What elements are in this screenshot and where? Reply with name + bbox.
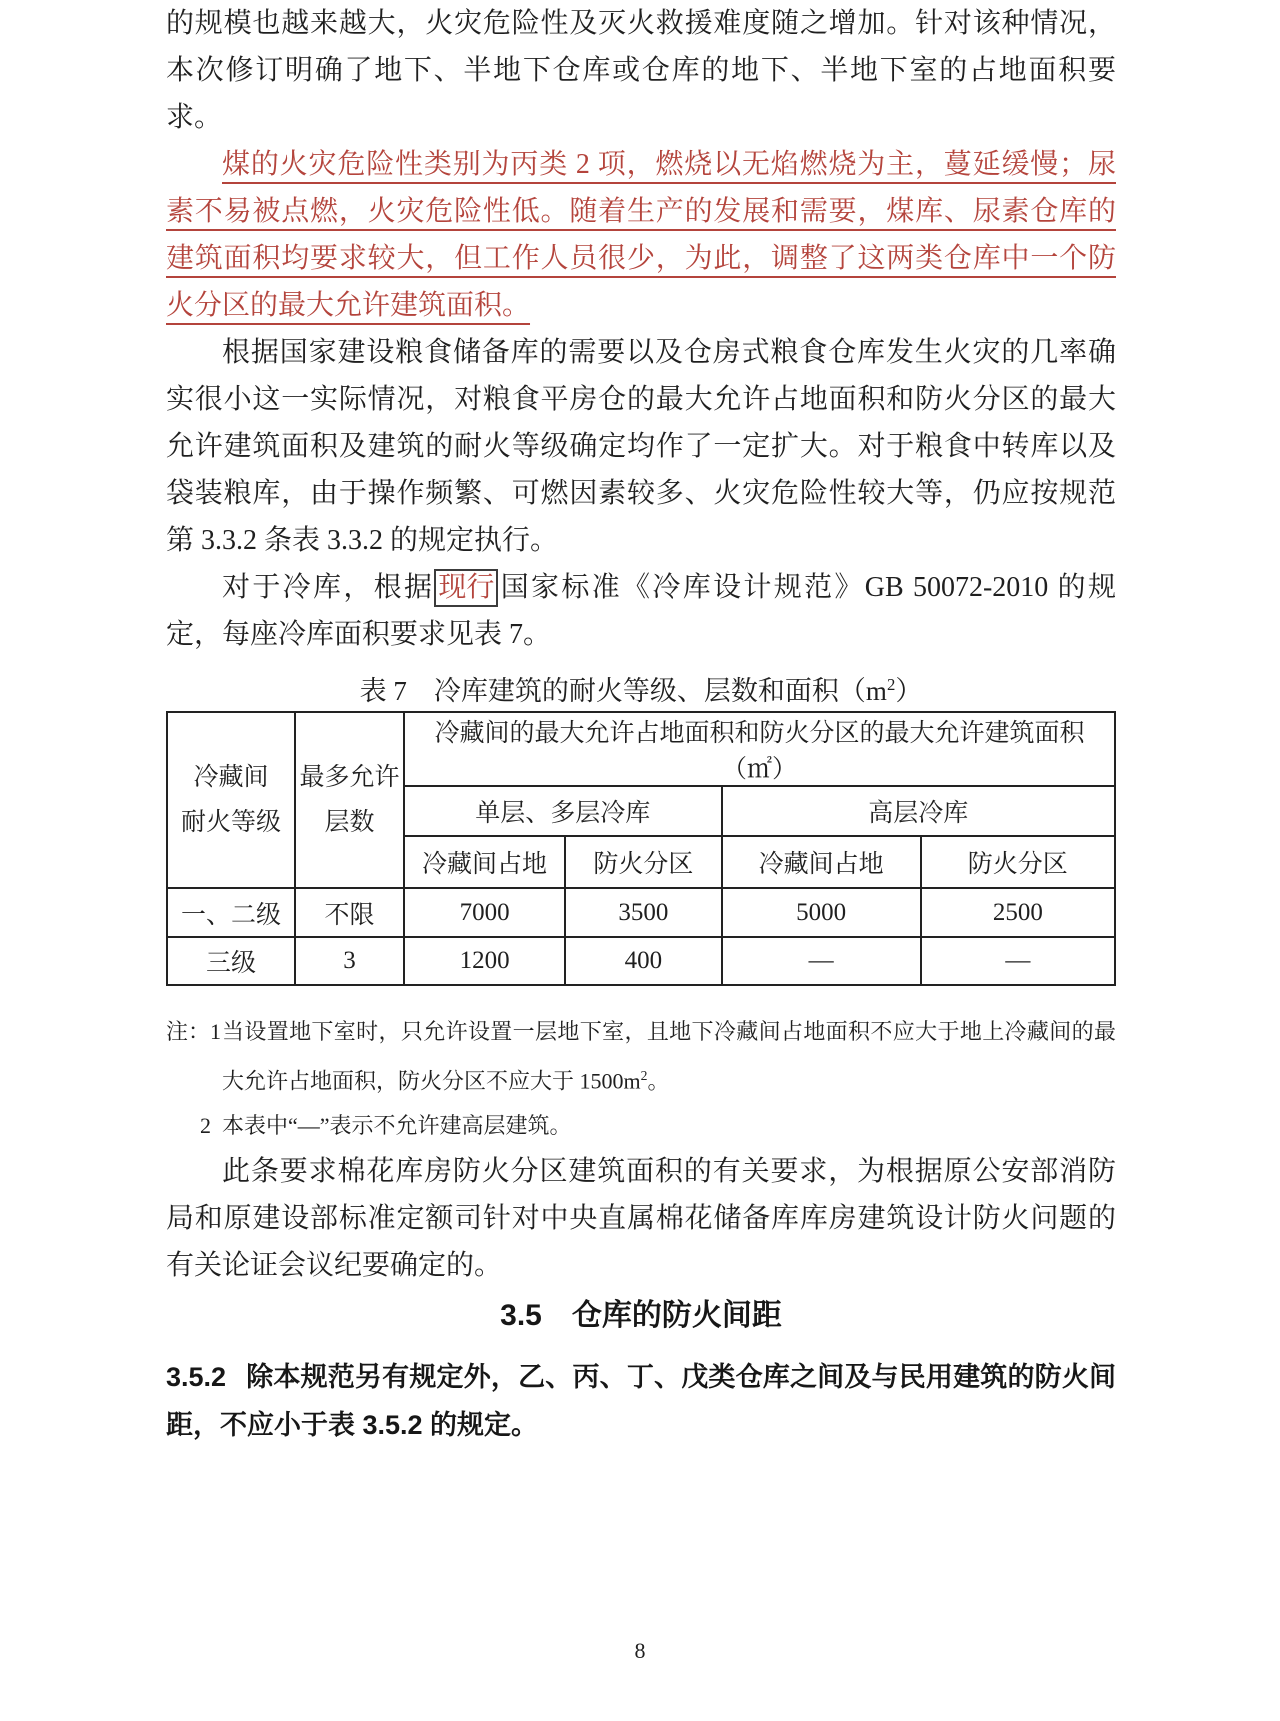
max-floors-line2: 层数: [324, 809, 375, 836]
header-cell-fire-compartment-2: 防火分区: [921, 836, 1115, 888]
notes-label: 注：: [166, 1019, 211, 1044]
paragraph-red-revision-note: 煤的火灾危险性类别为丙类 2 项，燃烧以无焰燃烧为主，蔓延缓慢；尿素不易被点燃，火灾危险性低。随着生产的发展和需要，煤库、尿素仓库的建筑面积均要求较大，但工作人员很少，为此，调整了这两类仓库中一个防火分区的最大允许建筑面积。: [166, 149, 1116, 321]
paragraph-grain-storage: 根据国家建设粮食储备库的需要以及仓房式粮食仓库发生火灾的几率确实很小这一实际情况，对粮食平房仓的最大允许占地面积和防火分区的最大允许建筑面积及建筑的耐火等级确定均作了一定扩大。对于粮食中转库以及袋装粮库，由于操作频繁、可燃因素较多、火灾危险性较大等，仍应按规范第 3.3.2 条表 3.3.2 的规定执行。: [166, 337, 1116, 556]
cold-storage-text-after: 国家标准《冷库设计规范》GB 50072-2010 的规定，每座冷库面积要求见表 7。: [166, 572, 1116, 650]
cell-value: —: [921, 937, 1115, 985]
cell-value: 2500: [921, 888, 1115, 937]
page-content: [166, 0, 1116, 1449]
cell-value: 1200: [404, 937, 565, 985]
note-1-text: 当设置地下室时，只允许设置一层地下室，且地下冷藏间占地面积不应大于地上冷藏间的最大允许占地面积，防火分区不应大于 1500m: [222, 1019, 1116, 1094]
table-7-title-text: 表 7 冷库建筑的耐火等级、层数和面积（m: [359, 676, 887, 706]
header-cell-span-area: 冷藏间的最大允许占地面积和防火分区的最大允许建筑面积（㎡）: [404, 712, 1115, 786]
header-cell-footprint-2: 冷藏间占地: [722, 836, 921, 888]
page-number: 8: [634, 1638, 646, 1663]
clause-3-5-2: [166, 1353, 1116, 1449]
table-7-title-close: ）: [895, 676, 923, 706]
table-note-2: [166, 1104, 1116, 1148]
header-cell-fire-compartment-1: 防火分区: [565, 836, 721, 888]
cell-grade: 三级: [167, 937, 295, 985]
table-data-row-grade-3: [167, 937, 1115, 985]
xianxing-boxed-term: 现行: [434, 569, 498, 607]
table-data-row-grade-1-2: [167, 888, 1115, 937]
max-floors-line1: 最多允许: [299, 764, 400, 791]
paragraph-cold-storage: [166, 564, 1116, 658]
note-1-number: 1: [210, 1019, 222, 1044]
cell-value: 400: [565, 937, 721, 985]
fire-resistance-grade-line1: 冷藏间: [193, 764, 269, 791]
cell-value: 3500: [565, 888, 721, 937]
header-cell-single-multi-storey: 单层、多层冷库: [404, 786, 722, 836]
note-2-number: 2: [200, 1113, 211, 1139]
header-cell-fire-resistance-grade: [167, 712, 295, 888]
cell-value: —: [722, 937, 921, 985]
table-7-title: [166, 666, 1116, 710]
cell-value: 7000: [404, 888, 565, 937]
table-notes: [166, 1010, 1116, 1148]
cold-storage-text-before: 对于冷库，根据: [222, 572, 435, 603]
header-cell-footprint-1: 冷藏间占地: [404, 836, 565, 888]
header-cell-highrise: 高层冷库: [722, 786, 1115, 836]
cell-grade: 一、二级: [167, 888, 295, 937]
note-1-close: 。: [647, 1068, 670, 1094]
fire-resistance-grade-line2: 耐火等级: [180, 809, 281, 836]
clause-3-5-2-text: 除本规范另有规定外，乙、丙、丁、戊类仓库之间及与民用建筑的防火间距，不应小于表 3.5.2 的规定。: [166, 1362, 1116, 1441]
cell-floors: 不限: [295, 888, 404, 937]
note-1-superscript: 2: [640, 1068, 648, 1083]
table-note-1: [166, 1010, 1116, 1103]
section-3-5-heading: 3.5 仓库的防火间距: [500, 1299, 782, 1333]
cell-floors: 3: [295, 937, 404, 985]
clause-3-5-2-number: 3.5.2: [166, 1362, 227, 1393]
header-cell-max-floors: [295, 712, 404, 888]
note-2-text: 本表中“—”表示不允许建高层建筑。: [222, 1113, 572, 1139]
table-header-row-1: [167, 712, 1115, 786]
cell-value: 5000: [722, 888, 921, 937]
table-7: [166, 711, 1116, 986]
table-7-title-superscript: 2: [886, 675, 896, 694]
paragraph-cotton-warehouse: 此条要求棉花库房防火分区建筑面积的有关要求，为根据原公安部消防局和原建设部标准定额司针对中央直属棉花储备库库房建筑设计防火问题的有关论证会议纪要确定的。: [166, 1156, 1116, 1282]
note-1-label: [166, 1010, 221, 1054]
paragraph-continuation: 的规模也越来越大，火灾危险性及灭火救援难度随之增加。针对该种情况，本次修订明确了地下、半地下仓库或仓库的地下、半地下室的占地面积要求。: [166, 8, 1116, 133]
